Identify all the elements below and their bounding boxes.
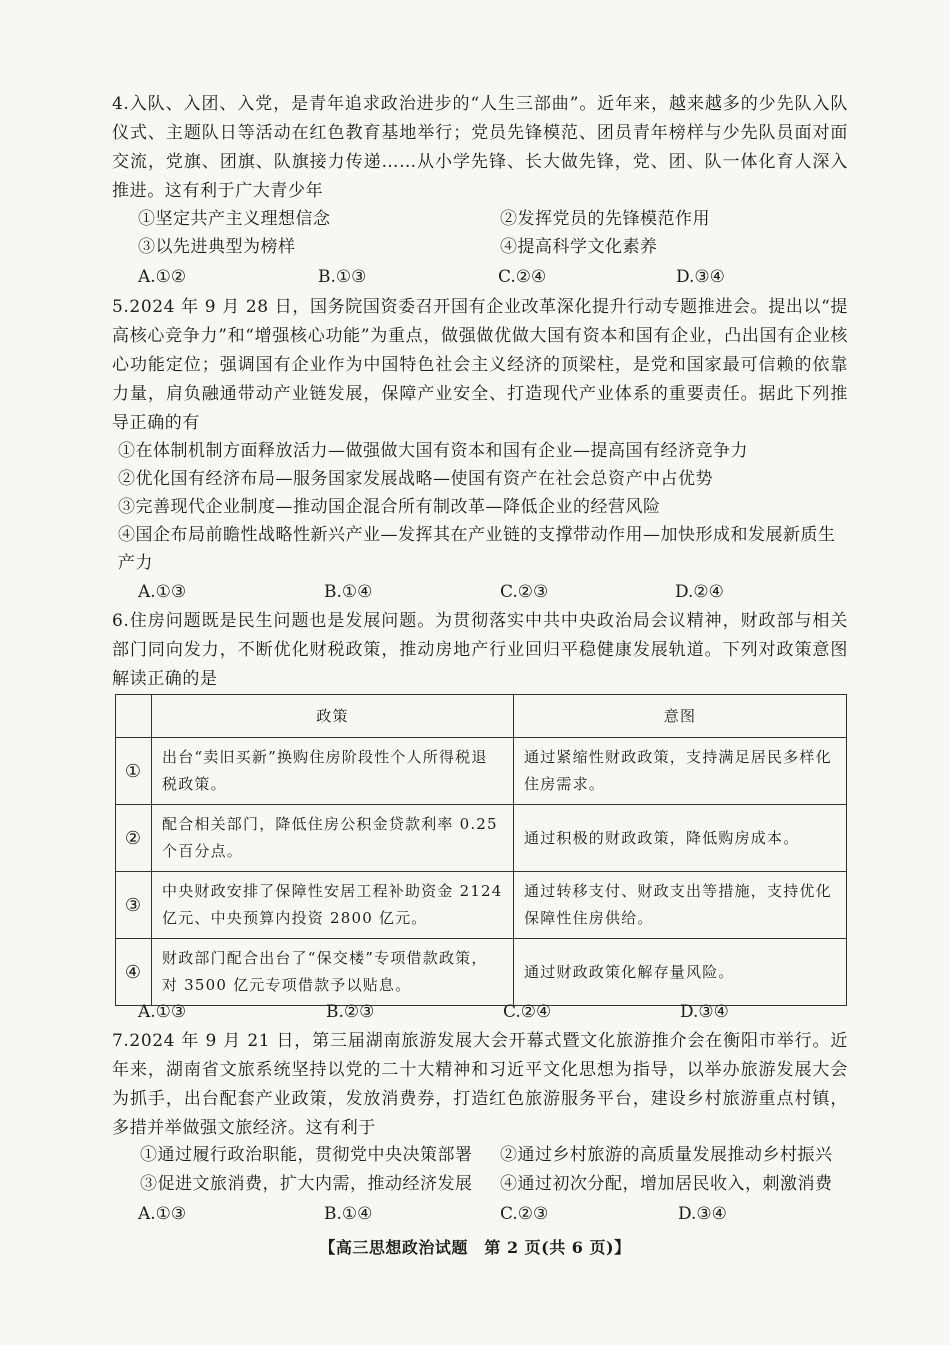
question-5-stem: 5.2024 年 9 月 28 日，国务院国资委召开国有企业改革深化提升行动专题推进会。提出以“提高核心竞争力”和“增强核心功能”为重点，做强做优做大国有资本和国有企业，凸出国有企业核心功能定位；强调国有企业作为中国特色社会主义经济的顶梁柱，是党和国家最可信赖的依靠力量，肩负融通带动产业链发展，保障产业安全、打造现代产业体系的重要责任。据此下列推导正确的有 (112, 297, 848, 433)
table-header-policy: 政策 (152, 695, 514, 738)
question-4-option-4: ④提高科学文化素养 (500, 237, 658, 257)
intent-cell: 通过积极的财政政策，降低购房成本。 (514, 805, 847, 872)
row-number: ① (116, 738, 152, 805)
table-header-intent: 意图 (514, 695, 847, 738)
table-row (116, 738, 847, 805)
question-7-option-1: ①通过履行政治职能，贯彻党中央决策部署 (140, 1145, 473, 1165)
question-5-answers (138, 578, 838, 606)
policy-cell: 中央财政安排了保障性安居工程补助资金 2124 亿元、中央预算内投资 2800 亿元。 (152, 872, 514, 939)
question-7-option-2: ②通过乡村旅游的高质量发展推动乡村振兴 (500, 1145, 833, 1165)
answer-c: C.②③ (500, 1204, 549, 1224)
table-row (116, 805, 847, 872)
table-header-row (116, 695, 847, 738)
question-5-option-3: ③完善现代企业制度—推动国企混合所有制改革—降低企业的经营风险 (118, 497, 661, 517)
table-header-blank (116, 695, 152, 738)
policy-cell: 配合相关部门，降低住房公积金贷款利率 0.25个百分点。 (152, 805, 514, 872)
answer-c: C.②④ (503, 1002, 552, 1022)
question-7-answers (138, 1200, 838, 1228)
question-4-stem: 4.入队、入团、入党，是青年追求政治进步的“人生三部曲”。近年来，越来越多的少先队入队仪式、主题队日等活动在红色教育基地举行；党员先锋模范、团员青年榜样与少先队员面对面交流，党旗、团旗、队旗接力传递……从小学先锋、长大做先锋，党、团、队一体化育人深入推进。这有利于广大青少年 (112, 94, 848, 201)
answer-b: B.①④ (324, 1204, 373, 1224)
intent-cell: 通过转移支付、财政支出等措施，支持优化保障性住房供给。 (514, 872, 847, 939)
answer-d: D.③④ (680, 1002, 729, 1022)
answer-d: D.③④ (676, 267, 725, 287)
answer-d: D.③④ (678, 1204, 727, 1224)
answer-a: A.①② (138, 267, 187, 287)
intent-cell: 通过紧缩性财政政策，支持满足居民多样化住房需求。 (514, 738, 847, 805)
question-5-option-2: ②优化国有经济布局—服务国家发展战略—使国有资产在社会总资产中占优势 (118, 469, 713, 489)
table-row (116, 872, 847, 939)
policy-cell: 出台“卖旧买新”换购住房阶段性个人所得税退税政策。 (152, 738, 514, 805)
answer-d: D.②④ (675, 582, 724, 602)
question-6-stem: 6.住房问题既是民生问题也是发展问题。为贯彻落实中共中央政治局会议精神，财政部与相关部门同向发力，不断优化财税政策，推动房地产行业回归平稳健康发展轨道。下列对政策意图解读正确的是 (112, 611, 848, 689)
row-number: ② (116, 805, 152, 872)
policy-cell: 财政部门配合出台了“保交楼”专项借款政策，对 3500 亿元专项借款予以贴息。 (152, 939, 514, 1006)
question-7-option-4: ④通过初次分配，增加居民收入，刺激消费 (500, 1174, 833, 1194)
intent-cell: 通过财政政策化解存量风险。 (514, 939, 847, 1006)
question-4-option-2: ②发挥党员的先锋模范作用 (500, 209, 710, 229)
question-5-option-4: ④国企布局前瞻性战略性新兴产业—发挥其在产业链的支撑带动作用—加快形成和发展新质生产力 (118, 525, 836, 573)
page-footer: 【高三思想政治试题 第 2 页(共 6 页)】 (319, 1238, 631, 1257)
question-5-option-1: ①在体制机制方面释放活力—做强做大国有资本和国有企业—提高国有经济竞争力 (118, 441, 748, 461)
row-number: ③ (116, 872, 152, 939)
answer-c: C.②④ (498, 267, 547, 287)
question-4-option-1: ①坚定共产主义理想信念 (138, 209, 331, 229)
answer-a: A.①③ (138, 1204, 187, 1224)
answer-a: A.①③ (138, 582, 187, 602)
question-7-stem: 7.2024 年 9 月 21 日，第三届湖南旅游发展大会开幕式暨文化旅游推介会在衡阳市举行。近年来，湖南省文旅系统坚持以党的二十大精神和习近平文化思想为指导，以举办旅游发展大会为抓手，出台配套产业政策，发放消费券，打造红色旅游服务平台，建设乡村旅游重点村镇，多措并举做强文旅经济。这有利于 (112, 1031, 848, 1138)
question-4-answers (138, 263, 838, 291)
policy-table (115, 694, 847, 1006)
answer-b: B.①④ (324, 582, 373, 602)
answer-b: B.①③ (318, 267, 367, 287)
question-6-answers (138, 998, 838, 1026)
answer-c: C.②③ (500, 582, 549, 602)
table-row (116, 939, 847, 1006)
answer-b: B.②③ (326, 1002, 375, 1022)
row-number: ④ (116, 939, 152, 1006)
question-7-option-3: ③促进文旅消费，扩大内需，推动经济发展 (140, 1174, 473, 1194)
answer-a: A.①③ (138, 1002, 187, 1022)
question-4-option-3: ③以先进典型为榜样 (138, 237, 296, 257)
